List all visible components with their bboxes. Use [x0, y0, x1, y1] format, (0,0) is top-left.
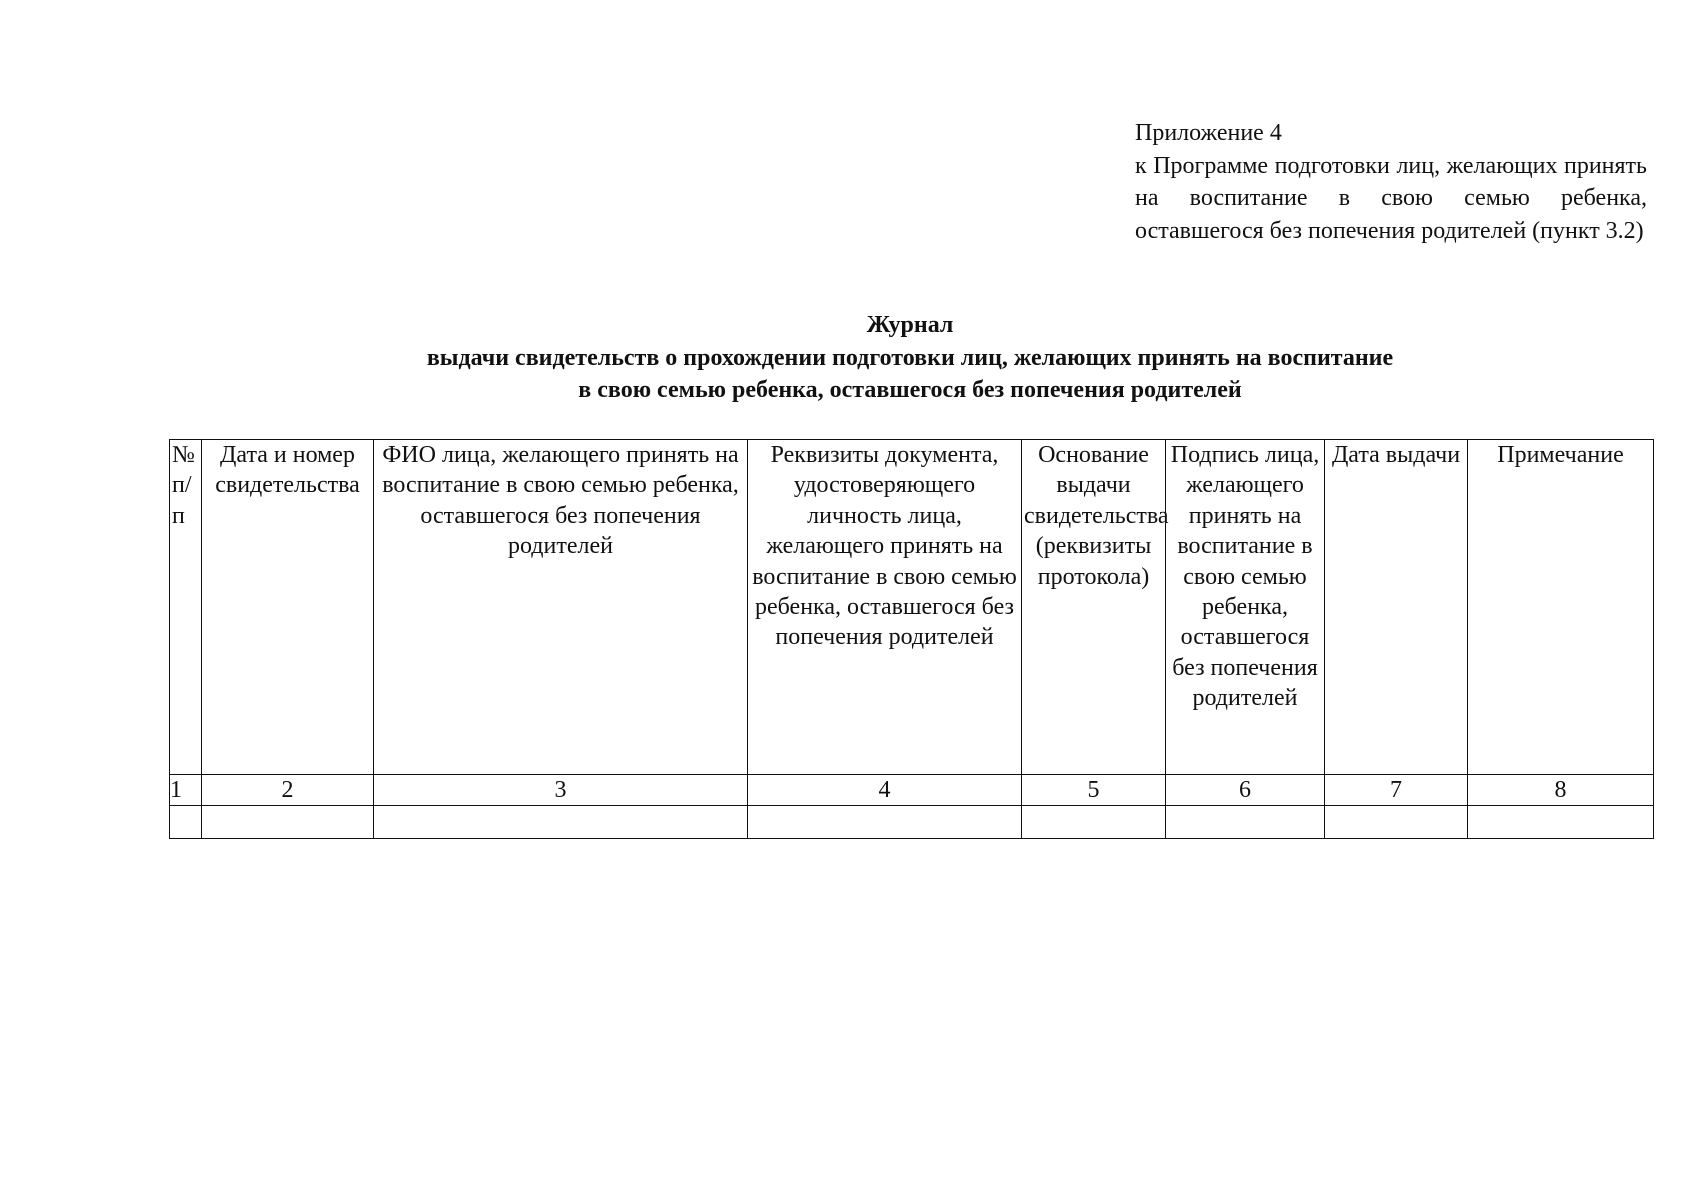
column-number-row [170, 775, 1654, 806]
document-title [300, 309, 1520, 407]
column-number: 3 [374, 775, 748, 806]
table-cell [1166, 806, 1325, 839]
header-number: № п/п [170, 440, 202, 775]
table-cell [170, 806, 202, 839]
column-number: 2 [202, 775, 374, 806]
header-signature: Подпись лица, желающего принять на воспитание в свою семью ребенка, оставшегося без попечения родителей [1166, 440, 1325, 775]
column-number: 4 [748, 775, 1022, 806]
title-line-3: в свою семью ребенка, оставшегося без попечения родителей [578, 377, 1242, 403]
column-number: 1 [170, 775, 202, 806]
table-row [170, 806, 1654, 839]
column-number: 5 [1022, 775, 1166, 806]
appendix-number: Приложение 4 [1135, 120, 1282, 146]
header-full-name: ФИО лица, желающего принять на воспитание в свою семью ребенка, оставшегося без попечения родителей [374, 440, 748, 775]
header-issue-date: Дата выдачи [1325, 440, 1468, 775]
header-note: Примечание [1468, 440, 1654, 775]
column-number: 7 [1325, 775, 1468, 806]
header-certificate: Дата и номер свидетельства [202, 440, 374, 775]
title-line-1: Журнал [866, 312, 954, 338]
table-cell [1022, 806, 1166, 839]
header-basis: Основание выдачи свидетельства (реквизиты протокола) [1022, 440, 1166, 775]
journal-table [169, 439, 1654, 839]
appendix-note [1135, 117, 1647, 247]
table-cell [202, 806, 374, 839]
appendix-reference: к Программе подготовки лиц, желающих принять на воспитание в свою семью ребенка, оставшегося без попечения родителей (пункт 3.2) [1135, 152, 1647, 244]
column-number: 8 [1468, 775, 1654, 806]
column-number: 6 [1166, 775, 1325, 806]
table-cell [1468, 806, 1654, 839]
table-cell [1325, 806, 1468, 839]
table-cell [748, 806, 1022, 839]
title-line-2: выдачи свидетельств о прохождении подготовки лиц, желающих принять на воспитание [426, 344, 1394, 371]
table-cell [374, 806, 748, 839]
header-id-document: Реквизиты документа, удостоверяющего личность лица, желающего принять на воспитание в свою семью ребенка, оставшегося без попечения родителей [748, 440, 1022, 775]
header-row [170, 440, 1654, 775]
